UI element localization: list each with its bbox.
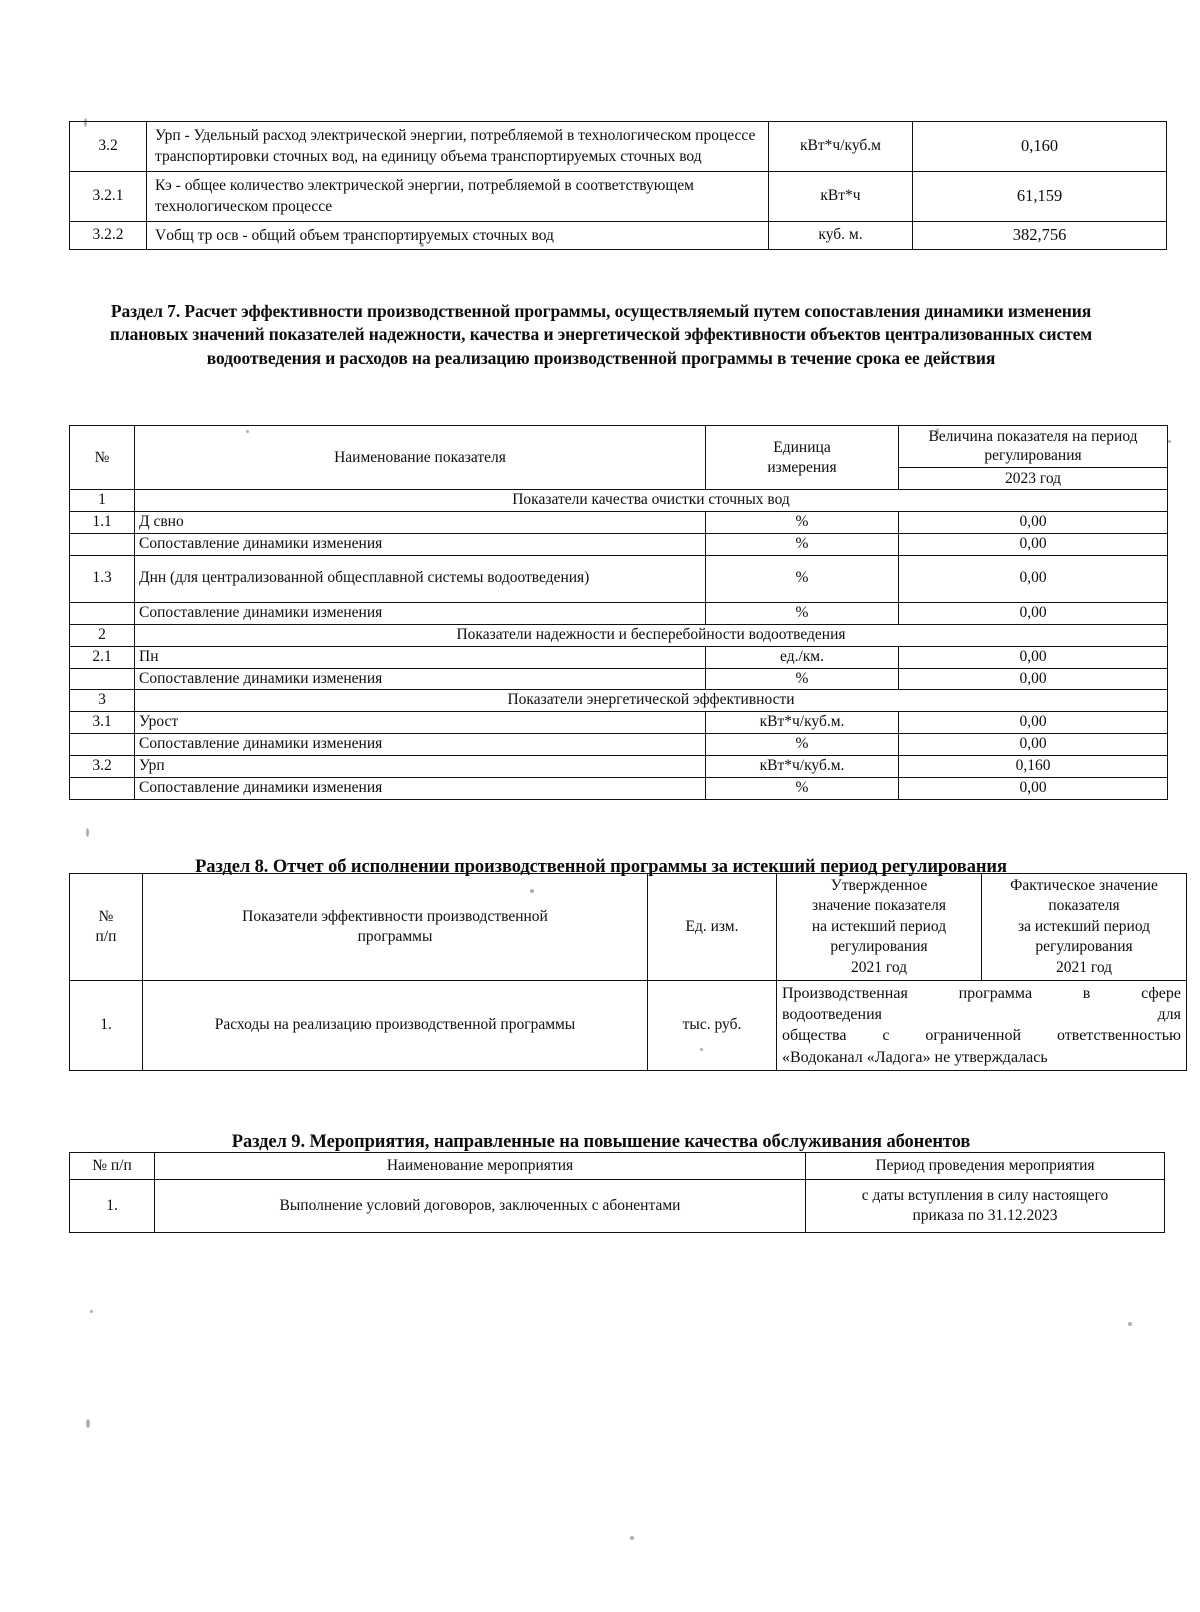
- table-row: [70, 171, 1167, 221]
- table-row: [70, 555, 1168, 602]
- row-number: 1: [70, 490, 135, 512]
- header-measure-name: Наименование мероприятия: [155, 1153, 806, 1180]
- indicator-unit: %: [706, 734, 899, 756]
- header-fact-line1: Фактическое значение: [1010, 877, 1158, 894]
- row-number: 1.: [70, 981, 143, 1070]
- group-title: Показатели качества очистки сточных вод: [135, 490, 1168, 512]
- indicator-value: 0,00: [899, 533, 1168, 555]
- row-number: [70, 778, 135, 800]
- header-number-line1: №: [98, 907, 114, 925]
- header-approved-year: 2021 год: [850, 958, 908, 976]
- indicator-name: Сопоставление динамики изменения: [135, 734, 706, 756]
- indicator-unit: %: [706, 668, 899, 690]
- indicator-name: Сопоставление динамики изменения: [135, 668, 706, 690]
- header-name-line2: программы: [357, 928, 433, 946]
- header-number: №: [70, 426, 135, 490]
- table-row: [70, 981, 1187, 1070]
- note-line1: Производственная программа в сфере: [782, 985, 1181, 1003]
- indicator-name: Урп - Удельный расход электрической энергии, потребляемой в технологическом процессе транспортировки сточных вод, на единицу объема транспортируемых сточных вод: [147, 122, 769, 172]
- header-approved-line2: значение показателя: [811, 897, 947, 915]
- indicator-value: 0,00: [899, 734, 1168, 756]
- indicator-name: Урп: [135, 756, 706, 778]
- indicator-unit: %: [706, 602, 899, 624]
- row-number: [70, 734, 135, 756]
- indicator-name: Урост: [135, 712, 706, 734]
- row-number: 3.2.1: [70, 171, 147, 221]
- table-row: [70, 512, 1168, 534]
- table-row: [70, 533, 1168, 555]
- row-number: [70, 533, 135, 555]
- header-value-period: [899, 426, 1168, 468]
- indicator-name: Пн: [135, 646, 706, 668]
- row-number: 1.3: [70, 555, 135, 602]
- table-row: [70, 778, 1168, 800]
- table-row: [70, 1180, 1165, 1233]
- group-title: Показатели энергетической эффективности: [135, 690, 1168, 712]
- indicator-value: 61,159: [913, 171, 1167, 221]
- indicator-name: Днн (для централизованной общесплавной системы водоотведения): [135, 555, 706, 602]
- header-year: 2023 год: [899, 467, 1168, 489]
- table-group-row: [70, 490, 1168, 512]
- section-7-heading: Раздел 7. Расчет эффективности производственной программы, осуществляемый путем сопоставления динамики изменения плановых значений показателей надежности, качества и энергетической эффективности объектов централизованных систем водоотведения и расходов на реализацию производственной программы в течение срока ее действия: [109, 301, 1093, 368]
- note-line4: «Водоканал «Ладога» не утверждалась: [782, 1048, 1048, 1066]
- indicator-value: 0,00: [899, 646, 1168, 668]
- measure-period-line2: приказа по 31.12.2023: [912, 1207, 1058, 1225]
- row-number: 2.1: [70, 646, 135, 668]
- header-fact-line4: регулирования: [1035, 938, 1133, 956]
- indicator-value: 0,00: [899, 668, 1168, 690]
- indicator-value: 0,00: [899, 778, 1168, 800]
- measure-period: [806, 1180, 1165, 1233]
- indicator-unit: кВт*ч: [769, 171, 913, 221]
- row-number: 2: [70, 624, 135, 646]
- header-fact-line3: за истекший период: [1017, 917, 1151, 935]
- section-9-heading: Раздел 9. Мероприятия, направленные на повышение качества обслуживания абонентов: [231, 1132, 971, 1152]
- header-indicator-name: [143, 874, 648, 981]
- section-7-table: [69, 425, 1138, 800]
- header-number: № п/п: [70, 1153, 155, 1180]
- table-header-row: [70, 874, 1187, 981]
- scan-speck: [630, 1536, 634, 1540]
- table-row: [70, 712, 1168, 734]
- indicator-unit: %: [706, 512, 899, 534]
- table-group-row: [70, 624, 1168, 646]
- section-8-table: [69, 873, 1181, 1071]
- table-row: [70, 668, 1168, 690]
- header-measure-period: Период проведения мероприятия: [806, 1153, 1165, 1180]
- indicator-name: Vобщ тр осв - общий объем транспортируемых сточных вод: [147, 221, 769, 249]
- row-number: 3.2: [70, 756, 135, 778]
- indicator-value: 0,160: [899, 756, 1168, 778]
- section-8-heading: Раздел 8. Отчет об исполнении производственной программы за истекший период регулирования: [195, 857, 1007, 877]
- header-name-line1: Показатели эффективности производственной: [242, 907, 548, 925]
- scan-speck: [90, 1310, 93, 1313]
- header-fact-line2: показателя: [1048, 897, 1120, 915]
- scan-speck: [86, 1419, 90, 1428]
- group-title: Показатели надежности и бесперебойности водоотведения: [135, 624, 1168, 646]
- indicator-unit: кВт*ч/куб.м: [769, 122, 913, 172]
- header-value-line1: Величина показателя на период: [928, 428, 1138, 445]
- indicator-name: Сопоставление динамики изменения: [135, 602, 706, 624]
- indicator-unit: %: [706, 555, 899, 602]
- program-not-approved-note: [777, 981, 1187, 1070]
- header-indicator-name: Наименование показателя: [135, 426, 706, 490]
- header-value-line2: регулирования: [984, 447, 1082, 465]
- indicator-value: 0,00: [899, 712, 1168, 734]
- indicator-name: Д свно: [135, 512, 706, 534]
- scan-speck: [86, 828, 89, 837]
- header-approved-line3: на истекший период: [811, 917, 947, 935]
- indicators-continuation-table: [69, 121, 1131, 250]
- note-line3: общества с ограниченной ответственностью: [782, 1027, 1181, 1045]
- header-unit: [706, 426, 899, 490]
- measure-name: Выполнение условий договоров, заключенных с абонентами: [155, 1180, 806, 1233]
- expense-name: Расходы на реализацию производственной программы: [143, 981, 648, 1070]
- table-row: [70, 602, 1168, 624]
- header-approved-value: [777, 874, 982, 981]
- row-number: [70, 602, 135, 624]
- indicator-value: 0,00: [899, 555, 1168, 602]
- header-unit: Ед. изм.: [648, 874, 777, 981]
- expense-unit: тыс. руб.: [648, 981, 777, 1070]
- table-row: [70, 122, 1167, 172]
- row-number: 1.: [70, 1180, 155, 1233]
- indicator-value: 382,756: [913, 221, 1167, 249]
- section-9-table: [69, 1152, 1131, 1233]
- header-approved-line4: регулирования: [830, 938, 928, 956]
- header-fact-value: [982, 874, 1187, 981]
- indicator-name: Сопоставление динамики изменения: [135, 533, 706, 555]
- header-number: [70, 874, 143, 981]
- row-number: 3.2.2: [70, 221, 147, 249]
- indicator-value: 0,160: [913, 122, 1167, 172]
- row-number: [70, 668, 135, 690]
- header-fact-year: 2021 год: [1055, 958, 1113, 976]
- row-number: 3: [70, 690, 135, 712]
- header-approved-line1: Утвержденное: [830, 877, 928, 894]
- indicator-name: Кэ - общее количество электрической энергии, потребляемой в соответствующем технологическом процессе: [147, 171, 769, 221]
- table-header-row: [70, 1153, 1165, 1180]
- table-group-row: [70, 690, 1168, 712]
- row-number: 3.2: [70, 122, 147, 172]
- row-number: 1.1: [70, 512, 135, 534]
- indicator-unit: куб. м.: [769, 221, 913, 249]
- table-row: [70, 221, 1167, 249]
- header-unit-line1: Единица: [773, 439, 831, 457]
- table-row: [70, 756, 1168, 778]
- indicator-unit: %: [706, 778, 899, 800]
- scan-speck: [1128, 1322, 1132, 1326]
- indicator-unit: кВт*ч/куб.м.: [706, 712, 899, 734]
- header-unit-line2: измерения: [767, 458, 837, 476]
- header-number-line2: п/п: [95, 928, 117, 946]
- measure-period-line1: с даты вступления в силу настоящего: [861, 1187, 1109, 1204]
- row-number: 3.1: [70, 712, 135, 734]
- table-row: [70, 734, 1168, 756]
- note-line2: водоотведения для: [782, 1006, 1181, 1024]
- table-header-row: [70, 426, 1168, 468]
- indicator-unit: кВт*ч/куб.м.: [706, 756, 899, 778]
- indicator-unit: %: [706, 533, 899, 555]
- indicator-name: Сопоставление динамики изменения: [135, 778, 706, 800]
- indicator-unit: ед./км.: [706, 646, 899, 668]
- scan-speck: [1168, 440, 1171, 443]
- indicator-value: 0,00: [899, 512, 1168, 534]
- table-row: [70, 646, 1168, 668]
- indicator-value: 0,00: [899, 602, 1168, 624]
